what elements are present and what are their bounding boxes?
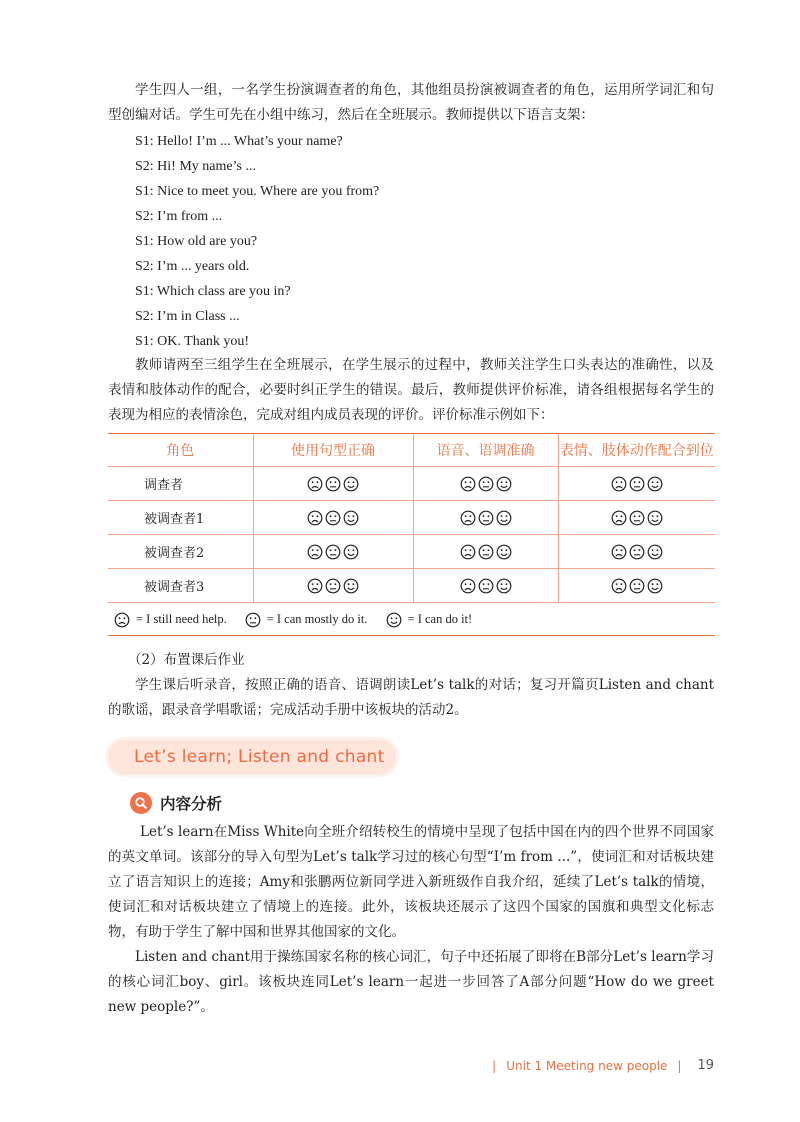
sad-face-icon [611, 544, 627, 560]
sad-face-icon [611, 578, 627, 594]
sad-face-icon [307, 476, 323, 492]
dialogue-line: S2: I’m ... years old. [135, 259, 250, 274]
neutral-face-icon [629, 544, 645, 560]
table-header-row [108, 434, 715, 467]
homework-heading: （2）布置课后作业 [128, 652, 245, 668]
happy-face-icon [496, 476, 512, 492]
happy-face-icon [343, 510, 359, 526]
face-cell [413, 467, 558, 501]
table-row [108, 569, 715, 603]
page-number: 19 [697, 1058, 714, 1073]
sad-face-icon [460, 578, 476, 594]
face-cell [253, 535, 413, 569]
row-role: 调查者 [108, 467, 253, 501]
face-cell [413, 501, 558, 535]
footer-unit: Unit 1 Meeting new people [506, 1058, 668, 1073]
analysis-paragraph-2: Listen and chant用于操练国家名称的核心词汇，句子中还拓展了即将在B部分Let’s learn学习的核心词汇boy、girl。该板块连同Let’s learn一起进一步回答了A部分问题“How do we greet new people?”。 [108, 949, 714, 1015]
neutral-face-icon [325, 510, 341, 526]
dialogue-line: S2: I’m from ... [135, 209, 223, 224]
face-cell [558, 501, 715, 535]
search-icon [130, 792, 152, 814]
dialogue-line: S1: How old are you? [135, 234, 258, 249]
face-legend [108, 604, 715, 636]
neutral-face-icon [478, 578, 494, 594]
happy-face-icon [343, 578, 359, 594]
sad-face-icon [307, 544, 323, 560]
sad-face-icon [307, 578, 323, 594]
neutral-face-icon [325, 476, 341, 492]
dialogue-line: S2: I’m in Class ... [135, 309, 240, 324]
face-cell [558, 535, 715, 569]
happy-face-icon [647, 578, 663, 594]
table-row [108, 467, 715, 501]
header-gesture: 表情、肢体动作配合到位 [558, 434, 715, 467]
face-cell [413, 569, 558, 603]
face-cell [253, 501, 413, 535]
face-cell [413, 535, 558, 569]
sad-face-icon [611, 476, 627, 492]
analysis-paragraph-1: Let’s learn在Miss White向全班介绍转校生的情境中呈现了包括中国在内的四个世界不同国家的英文单词。该部分的导入句型为Let’s talk学习过的核心句型“I’m from ...”，使词汇和对话板块建立了语言知识上的连接；Amy和张鹏两位新同学进入新班级作自我介绍，延续了Let’s talk的情境，使词汇和对话板块建立了情境上的连接。此外，该板块还展示了这四个国家的国旗和典型文化标志物，有助于学生了解中国和世界其他国家的文化。 [108, 824, 714, 940]
section-banner: Let’s learn; Listen and chant [108, 740, 396, 774]
footer-divider: | [492, 1058, 497, 1073]
footer-divider: | [677, 1058, 682, 1073]
dialogue-line: S2: Hi! My name’s ... [135, 159, 256, 174]
happy-face-icon [647, 544, 663, 560]
evaluation-intro: 教师请两至三组学生在全班展示，在学生展示的过程中，教师关注学生口头表达的准确性，以及表情和肢体动作的配合，必要时纠正学生的错误。最后，教师提供评价标准，请各组根据每名学生的表现为相应的表情涂色，完成对组内成员表现的评价。评价标准示例如下： [108, 357, 714, 423]
happy-face-icon [496, 510, 512, 526]
sad-face-icon [460, 510, 476, 526]
face-cell [253, 467, 413, 501]
header-pronunciation: 语音、语调准确 [413, 434, 558, 467]
happy-face-icon [343, 544, 359, 560]
face-cell [558, 467, 715, 501]
neutral-face-icon [478, 510, 494, 526]
row-role: 被调查者3 [108, 569, 253, 603]
neutral-face-icon [245, 612, 261, 628]
table-row [108, 501, 715, 535]
happy-face-icon [496, 544, 512, 560]
row-role: 被调查者2 [108, 535, 253, 569]
row-role: 被调查者1 [108, 501, 253, 535]
sad-face-icon [460, 476, 476, 492]
happy-face-icon [343, 476, 359, 492]
dialogue-line: S1: OK. Thank you! [135, 334, 250, 349]
neutral-face-icon [629, 476, 645, 492]
analysis-heading-text: 内容分析 [160, 795, 223, 813]
sad-face-icon [114, 612, 130, 628]
legend-neutral-text: = I can mostly do it. [266, 612, 368, 626]
happy-face-icon [386, 612, 402, 628]
sad-face-icon [460, 544, 476, 560]
neutral-face-icon [629, 578, 645, 594]
header-role: 角色 [108, 434, 253, 467]
homework-paragraph: 学生课后听录音，按照正确的语音、语调朗读Let’s talk的对话；复习开篇页Listen and chant的歌谣，跟录音学唱歌谣；完成活动手册中该板块的活动2。 [108, 677, 714, 718]
sad-face-icon [307, 510, 323, 526]
dialogue-line: S1: Which class are you in? [135, 284, 291, 299]
happy-face-icon [647, 510, 663, 526]
face-cell [253, 569, 413, 603]
dialogue-line: S1: Hello! I’m ... What’s your name? [135, 134, 343, 149]
happy-face-icon [496, 578, 512, 594]
neutral-face-icon [325, 578, 341, 594]
header-sentence: 使用句型正确 [253, 434, 413, 467]
page-footer [492, 1058, 714, 1073]
sad-face-icon [611, 510, 627, 526]
legend-sad-text: = I still need help. [136, 612, 227, 626]
legend-happy-text: = I can do it! [407, 612, 473, 626]
neutral-face-icon [629, 510, 645, 526]
face-cell [558, 569, 715, 603]
evaluation-table [108, 433, 715, 603]
neutral-face-icon [478, 544, 494, 560]
neutral-face-icon [478, 476, 494, 492]
analysis-heading [130, 792, 222, 814]
happy-face-icon [647, 476, 663, 492]
intro-paragraph: 学生四人一组，一名学生扮演调查者的角色，其他组员扮演被调查者的角色，运用所学词汇和句型创编对话。学生可先在小组中练习，然后在全班展示。教师提供以下语言支架： [108, 82, 714, 123]
table-row [108, 535, 715, 569]
neutral-face-icon [325, 544, 341, 560]
dialogue-line: S1: Nice to meet you. Where are you from? [135, 184, 380, 199]
